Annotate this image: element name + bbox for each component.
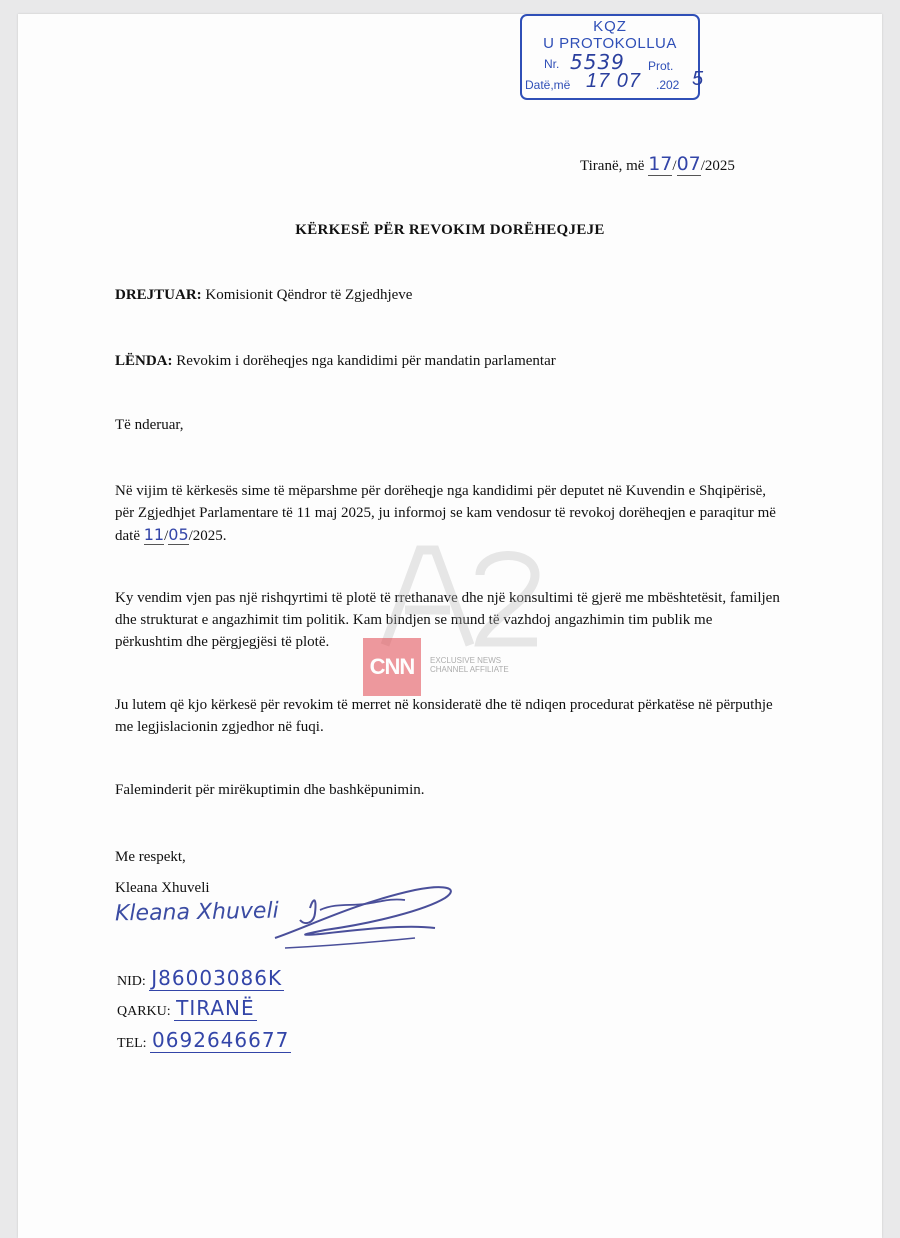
paragraph-1: Në vijim të kërkesës sime të mëparshme për dorëheqje nga kandidimi për deputet në Kuvendin e Shqipërisë, për Zgjedhjet Parlamentare të 11 maj 2025, ju informoj se kam vendosur të revokoj dorëheqjen e paraqitur më datë 11/05/2025. (115, 483, 776, 544)
stamp-year-prefix: .202 (656, 78, 680, 92)
a2-watermark-icon (375, 540, 545, 650)
stamp-date-value: 17 07 (586, 70, 642, 92)
paragraph-1-text: Në vijim të kërkesës sime të mëparshme për dorëheqje nga kandidimi për deputet në Kuvendin e Shqipërisë, për Zgjedhjet Parlamentare të 11 maj 2025, ju informoj se kam vendosur të revokoj dorëheqjen e paraqitur më datë (115, 483, 776, 544)
addressee-label: DREJTUAR: (115, 287, 202, 303)
date-year: /2025 (700, 158, 735, 174)
signer-name: Kleana Xhuveli (115, 880, 210, 896)
closing: Me respekt, (115, 849, 186, 865)
cnn-sub-line2: CHANNEL AFFILIATE (430, 665, 509, 674)
tel-label: TEL: (117, 1036, 147, 1051)
tel-field (117, 1028, 291, 1052)
greeting: Të nderuar, (115, 417, 184, 433)
nid-value: J86003086K (151, 966, 283, 990)
cnn-logo: CNN (363, 638, 421, 696)
place-date: Tiranë, më 17/07/2025 (580, 153, 735, 175)
stamp-nr-value: 5539 (570, 50, 625, 74)
revocation-date-month: 05 (168, 525, 189, 544)
subject (115, 350, 556, 372)
protocol-stamp (520, 14, 704, 100)
qarku-label: QARKU: (117, 1004, 171, 1019)
paragraph-3: Ju lutem që kjo kërkesë për revokim të merret në konsideratë dhe të ndiqen procedurat përkatëse në përputhje me legjislacionin zgjedhor në fuqi. (115, 697, 773, 735)
addressee-value: Komisionit Qëndror të Zgjedhjeve (205, 287, 413, 303)
stamp-prot-label: Prot. (648, 59, 674, 73)
qarku-field (117, 996, 257, 1020)
stamp-year-digit: 5 (692, 68, 704, 90)
stamp-kqz: KQZ (593, 18, 627, 35)
date-month: 07 (676, 153, 701, 175)
subject-label: LËNDA: (115, 353, 173, 369)
handwritten-name: Kleana Xhuveli (114, 898, 279, 927)
stamp-protokollua: U PROTOKOLLUA (543, 35, 677, 52)
document-title: KËRKESË PËR REVOKIM DORËHEQJEJE (295, 222, 605, 238)
qarku-value: TIRANË (176, 996, 255, 1020)
paragraph-4: Faleminderit për mirëkuptimin dhe bashkëpunimin. (115, 782, 425, 798)
tel-value: 0692646677 (152, 1028, 290, 1052)
stamp-date-label: Datë,më (525, 78, 571, 92)
revocation-date-year: 2025. (192, 528, 227, 544)
nid-label: NID: (117, 974, 146, 989)
stamp-nr-label: Nr. (544, 57, 560, 71)
subject-value: Revokim i dorëheqjes nga kandidimi për mandatin parlamentar (176, 353, 556, 369)
place-label: Tiranë, më (580, 158, 645, 174)
addressee (115, 284, 412, 306)
paragraph-2: Ky vendim vjen pas një rishqyrtimi të plotë të rrethanave dhe një konsultimi të gjerë me mbështetësit, familjen dhe strukturat e angazhimit tim politik. Kam bindjen se mund të vazhdoj angazhimin tim publik me përkushtim dhe përgjegjësi të plotë. (115, 590, 780, 650)
date-day: 17 (648, 153, 673, 175)
signature-icon (265, 868, 465, 958)
revocation-date-day: 11 (143, 525, 165, 544)
cnn-affiliate-text (430, 656, 509, 674)
cnn-sub-line1: EXCLUSIVE NEWS (430, 656, 502, 665)
nid-field (117, 966, 284, 990)
